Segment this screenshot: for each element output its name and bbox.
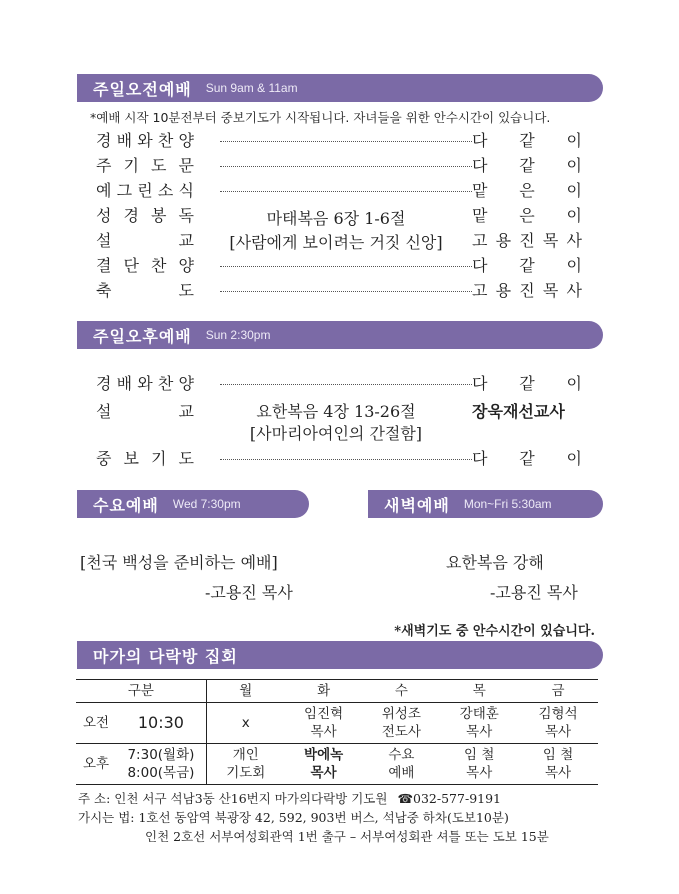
leader-dots bbox=[220, 291, 472, 292]
order-label: 축 도 bbox=[96, 281, 194, 300]
period-time: 7:30(월화) 8:00(목금) bbox=[127, 747, 195, 781]
morning-notice: *예배 시작 10분전부터 중보기도가 시작됩니다. 자녀들을 위한 안수시간이 있습니다. bbox=[90, 110, 551, 125]
order-row bbox=[96, 178, 586, 203]
morning-header bbox=[77, 74, 603, 102]
meeting-title: 마가의 다락방 집회 bbox=[93, 646, 238, 666]
order-row bbox=[96, 128, 586, 153]
wednesday-time: Wed 7:30pm bbox=[172, 497, 241, 511]
order-leader: 다 같 이 bbox=[472, 256, 582, 275]
leader-dots bbox=[220, 191, 472, 192]
order-label: 주 기 도 문 bbox=[96, 156, 194, 175]
dawn-header bbox=[368, 490, 603, 518]
morning-title: 주일오전예배 bbox=[93, 79, 192, 99]
order-leader: 맡 은 이 bbox=[472, 206, 582, 225]
order-label: 설 교 bbox=[96, 231, 194, 250]
order-leader: 다 같 이 bbox=[472, 449, 582, 468]
wednesday-title: 수요예배 bbox=[93, 495, 159, 515]
afternoon-header bbox=[77, 321, 603, 349]
wednesday-sermon-title: [천국 백성을 준비하는 예배] bbox=[80, 553, 278, 572]
table-cell: 김형석 목사 bbox=[518, 703, 598, 744]
footer-directions-2: 인천 2호선 서부여성회관역 1번 출구 – 서부여성회관 셔틀 또는 도보 15분 bbox=[145, 829, 549, 844]
table-cell: x bbox=[206, 703, 284, 744]
order-label: 경 배 와 찬 양 bbox=[96, 131, 194, 150]
afternoon-scripture: 요한복음 4장 13-26절 bbox=[256, 402, 416, 421]
table-cell: 임 철 목사 bbox=[440, 744, 518, 785]
wednesday-header bbox=[77, 490, 309, 518]
order-row bbox=[96, 278, 586, 303]
table-header-cell: 구분 bbox=[76, 680, 206, 703]
table-cell: 강태훈 목사 bbox=[440, 703, 518, 744]
dawn-topic: 요한복음 강해 bbox=[446, 553, 544, 572]
table-period-cell bbox=[76, 703, 206, 744]
afternoon-sermon-title: [사마리아여인의 간절함] bbox=[249, 424, 423, 443]
table-header-cell: 월 bbox=[206, 680, 284, 703]
table-cell: 개인 기도회 bbox=[206, 744, 284, 785]
leader-dots bbox=[220, 141, 472, 142]
morning-time: Sun 9am & 11am bbox=[205, 81, 298, 95]
order-row bbox=[96, 153, 586, 178]
order-row bbox=[96, 253, 586, 278]
afternoon-time: Sun 2:30pm bbox=[205, 328, 271, 342]
order-label: 결 단 찬 양 bbox=[96, 256, 194, 275]
table-cell: 임진혁 목사 bbox=[285, 703, 363, 744]
order-leader: 고 용 진 목 사 bbox=[472, 231, 582, 250]
table-period-cell bbox=[76, 744, 206, 785]
footer-directions-1: 가시는 법: 1호선 동암역 북광장 42, 592, 903번 버스, 석남중 하차(도보10분) bbox=[78, 810, 509, 825]
dawn-title: 새벽예배 bbox=[384, 495, 450, 515]
table-cell: 수요 예배 bbox=[363, 744, 441, 785]
order-row bbox=[96, 446, 586, 471]
table-header-cell: 수 bbox=[363, 680, 441, 703]
table-cell: 위성조 전도사 bbox=[363, 703, 441, 744]
order-label: 설 교 bbox=[96, 402, 194, 421]
table-header-row bbox=[76, 680, 598, 703]
period-time: 10:30 bbox=[137, 713, 184, 732]
meeting-schedule-table bbox=[76, 679, 598, 785]
table-header-cell: 화 bbox=[285, 680, 363, 703]
order-label: 경 배 와 찬 양 bbox=[96, 374, 194, 393]
order-leader: 고 용 진 목 사 bbox=[472, 281, 582, 300]
order-leader: 맡 은 이 bbox=[472, 181, 582, 200]
leader-dots bbox=[220, 266, 472, 267]
footer-phone: ☎032-577-9191 bbox=[397, 791, 501, 806]
footer-address-text: 주 소: 인천 서구 석남3동 산16번지 마가의다락방 기도원 bbox=[78, 791, 388, 806]
order-leader: 장 욱 재 선 교 사 bbox=[472, 402, 565, 421]
order-row bbox=[96, 371, 586, 396]
meeting-header bbox=[77, 641, 603, 669]
leader-dots bbox=[220, 166, 472, 167]
leader-dots bbox=[220, 459, 472, 460]
dawn-preacher: -고용진 목사 bbox=[490, 583, 578, 602]
wednesday-preacher: -고용진 목사 bbox=[205, 583, 293, 602]
leader-dots bbox=[220, 384, 472, 385]
table-cell: 박에녹 목사 bbox=[285, 744, 363, 785]
table-header-cell: 금 bbox=[518, 680, 598, 703]
dawn-notice: *새벽기도 중 안수시간이 있습니다. bbox=[394, 624, 595, 639]
order-label: 중 보 기 도 bbox=[96, 449, 194, 468]
dawn-time: Mon~Fri 5:30am bbox=[463, 497, 552, 511]
period-label: 오후 bbox=[82, 756, 110, 772]
footer-address bbox=[78, 789, 501, 807]
table-header-cell: 목 bbox=[440, 680, 518, 703]
morning-sermon-title: [사람에게 보이려는 거짓 신앙] bbox=[229, 233, 443, 252]
order-label: 성 경 봉 독 bbox=[96, 206, 194, 225]
order-leader: 다 같 이 bbox=[472, 374, 582, 393]
afternoon-title: 주일오후예배 bbox=[93, 326, 192, 346]
period-label: 오전 bbox=[82, 715, 110, 731]
order-label: 예 그 린 소 식 bbox=[96, 181, 194, 200]
table-cell: 임 철 목사 bbox=[518, 744, 598, 785]
order-leader: 다 같 이 bbox=[472, 156, 582, 175]
table-row bbox=[76, 703, 598, 744]
table-row bbox=[76, 744, 598, 785]
order-leader: 다 같 이 bbox=[472, 131, 582, 150]
morning-scripture: 마태복음 6장 1-6절 bbox=[266, 209, 406, 228]
